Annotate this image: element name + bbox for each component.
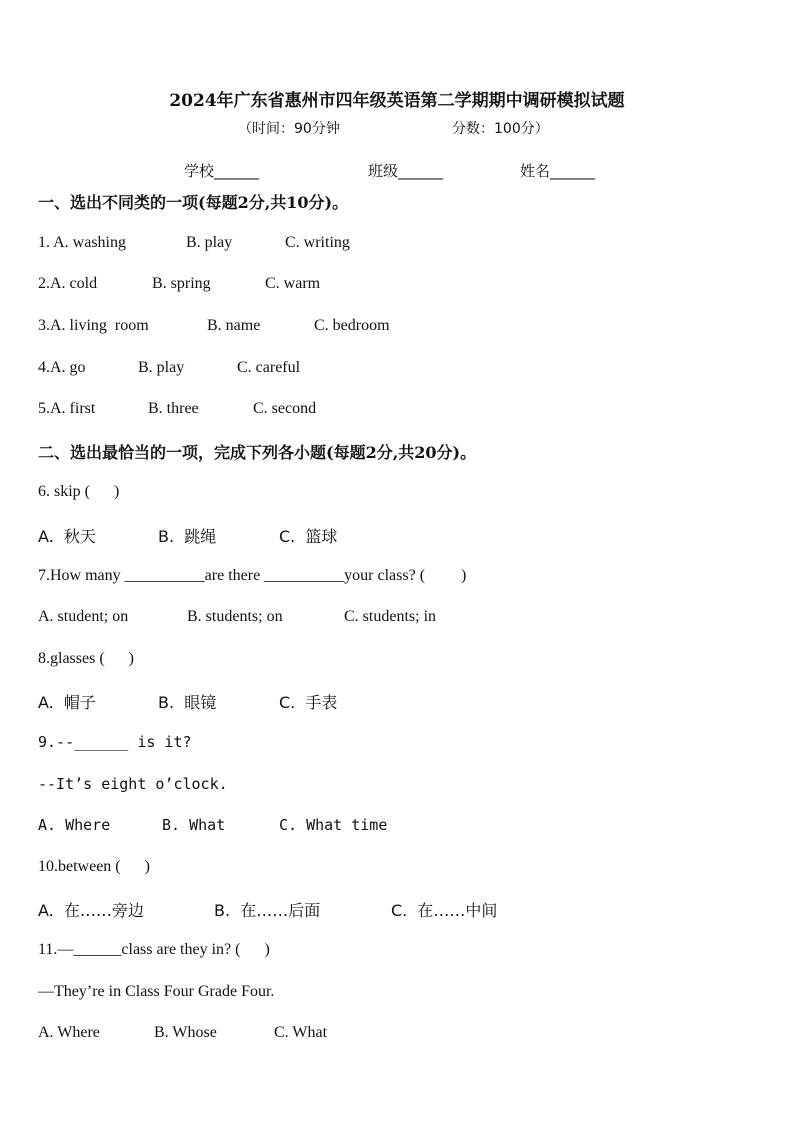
section1-heading: 一、选出不同类的一项(每题2分,共10分)。 — [38, 193, 349, 212]
q10-option-b: B. 在……后面 — [214, 901, 321, 920]
q7-option-a: A. student; on — [38, 608, 129, 625]
school-field: 学校______ — [184, 162, 260, 180]
q6-option-c: C. 篮球 — [279, 527, 338, 546]
q11-option-c: C. What — [274, 1024, 328, 1041]
q5-option-b: B. three — [148, 400, 199, 417]
q5-option-a: 5.A. first — [38, 400, 96, 417]
q9-option-a: A. Where — [38, 816, 111, 834]
q3-option-b: B. name — [207, 317, 261, 334]
q3-option-c: C. bedroom — [314, 317, 390, 334]
q6-stem: 6. skip ( ) — [38, 483, 120, 500]
q1-option-a: 1. A. washing — [38, 234, 126, 251]
q8-stem: 8.glasses ( ) — [38, 650, 134, 667]
q7-option-b: B. students; on — [187, 608, 283, 625]
q11-reply: —They’re in Class Four Grade Four. — [38, 983, 275, 1000]
class-field: 班级______ — [368, 162, 444, 180]
q10-option-c: C. 在……中间 — [391, 901, 498, 920]
q6-option-b: B. 跳绳 — [158, 527, 217, 546]
q1-option-c: C. writing — [285, 234, 350, 251]
q2-option-c: C. warm — [265, 275, 321, 292]
q10-option-a: A. 在……旁边 — [38, 901, 144, 920]
exam-score: 分数：100分） — [452, 121, 549, 137]
section2-heading: 二、选出最恰当的一项，完成下列各小题(每题2分,共20分)。 — [38, 443, 477, 462]
q9-option-b: B. What — [162, 816, 226, 834]
q4-option-c: C. careful — [237, 359, 301, 376]
q1-option-b: B. play — [186, 234, 233, 251]
exam-time: （时间：90分钟 — [238, 121, 340, 137]
q10-stem: 10.between ( ) — [38, 858, 150, 875]
q4-option-b: B. play — [138, 359, 185, 376]
q8-option-c: C. 手表 — [279, 693, 338, 712]
q7-stem: 7.How many __________are there __________your class? ( ) — [38, 567, 467, 584]
q5-option-c: C. second — [253, 400, 317, 417]
q2-option-b: B. spring — [152, 275, 211, 292]
q6-option-a: A. 秋天 — [38, 527, 96, 546]
q8-option-a: A. 帽子 — [38, 693, 96, 712]
q9-stem: 9.--______ is it? — [38, 733, 192, 751]
name-field: 姓名______ — [520, 162, 596, 180]
q11-stem: 11.—______class are they in? ( ) — [38, 941, 270, 958]
q3-option-a: 3.A. living room — [38, 317, 149, 334]
q9-option-c: C. What time — [279, 816, 388, 834]
q9-reply: --It’s eight o’clock. — [38, 775, 228, 793]
q11-option-b: B. Whose — [154, 1024, 217, 1041]
q8-option-b: B. 眼镜 — [158, 693, 217, 712]
q7-option-c: C. students; in — [344, 608, 437, 625]
page-title: 2024年广东省惠州市四年级英语第二学期期中调研模拟试题 — [169, 91, 625, 111]
q2-option-a: 2.A. cold — [38, 275, 98, 292]
q4-option-a: 4.A. go — [38, 359, 86, 376]
q11-option-a: A. Where — [38, 1024, 100, 1041]
